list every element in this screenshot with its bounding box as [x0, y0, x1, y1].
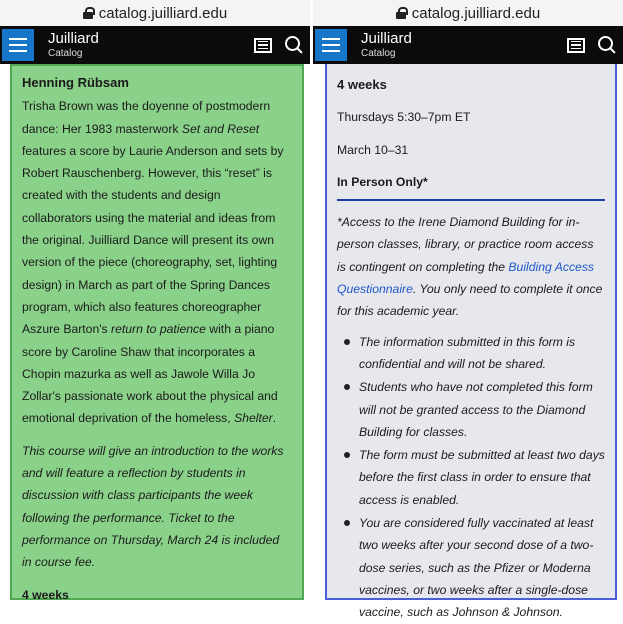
- list-item: The form must be submitted at least two days before the first class in order to ensure that access is enabled.: [337, 444, 605, 511]
- course-duration: 4 weeks: [22, 587, 69, 602]
- course-dates: March 10–31: [337, 142, 409, 157]
- brand-logo[interactable]: [361, 31, 412, 59]
- brand-subtitle: Catalog: [48, 47, 83, 59]
- search-icon[interactable]: [284, 35, 304, 55]
- left-screenshot: [0, 0, 310, 600]
- course-duration: 4 weeks: [337, 77, 387, 92]
- list-item: Students who have not completed this form will not be granted access to the Diamond Building for classes.: [337, 376, 605, 443]
- brand-name: Juilliard: [361, 29, 412, 47]
- brand-subtitle: Catalog: [361, 47, 396, 59]
- description-paragraph: Trisha Brown was the doyenne of postmodern dance: Her 1983 masterwork Set and Reset features a score by Laurie Anderson and sets by Robert Rauschenberg. However, this “reset” is created with the students and design collaborators using the material and ideas from the original. Juilliard Dance will present its own version of the piece (choreography, set, lighting design) in March as part of the Spring Dances program, which also features choreographer Aszure Barton's return to patience with a piano score by Caroline Shaw that incorporates a Chopin mazurka as well as Jawole Willa Jo Zollar's passionate work about the physical and emotional deprivation of the homeless, Shelter.: [22, 99, 284, 426]
- brand-name: Juilliard: [48, 29, 99, 47]
- access-requirements-list: [337, 331, 605, 624]
- address-bar[interactable]: [313, 0, 623, 26]
- site-header: [0, 26, 310, 64]
- list-item: You are considered fully vaccinated at least two weeks after your second dose of a two-dose series, such as the Pfizer or Moderna vaccines, or two weeks after a single-dose vaccine, such as Johnson & Johnson.: [337, 512, 605, 623]
- search-icon[interactable]: [597, 35, 617, 55]
- course-details: [325, 64, 617, 620]
- building-access-questionnaire-link[interactable]: Building Access Questionnaire: [337, 259, 595, 297]
- attendance-mode: In Person Only*: [337, 171, 605, 201]
- instructor-name: Henning Rübsam: [22, 75, 129, 90]
- lock-icon: [83, 7, 93, 19]
- brand-logo[interactable]: [48, 31, 99, 59]
- document-icon[interactable]: [254, 38, 272, 53]
- list-item: The information submitted in this form is confidential and will not be shared.: [337, 331, 605, 376]
- url-text: catalog.juilliard.edu: [98, 4, 228, 22]
- lock-icon: [396, 7, 406, 19]
- access-note: *Access to the Irene Diamond Building for in-person classes, library, or practice room access is contingent on completing the Building Access Questionnaire. You only need to complete it once for this academic year.: [337, 215, 603, 319]
- url-text: catalog.juilliard.edu: [411, 4, 541, 22]
- course-time: Thursdays 5:30–7pm ET: [337, 110, 471, 125]
- right-screenshot: [313, 0, 623, 620]
- address-bar[interactable]: [0, 0, 310, 26]
- hamburger-menu-button[interactable]: [315, 29, 347, 61]
- course-summary: This course will give an introduction to the works and will feature a reflection by students in discussion with class participants the week following the performance. Ticket to the performance on Thursday, March 24 is included in course fee.: [22, 443, 284, 570]
- document-icon[interactable]: [567, 38, 585, 53]
- course-description: [10, 64, 304, 600]
- hamburger-menu-button[interactable]: [2, 29, 34, 61]
- site-header: [313, 26, 623, 64]
